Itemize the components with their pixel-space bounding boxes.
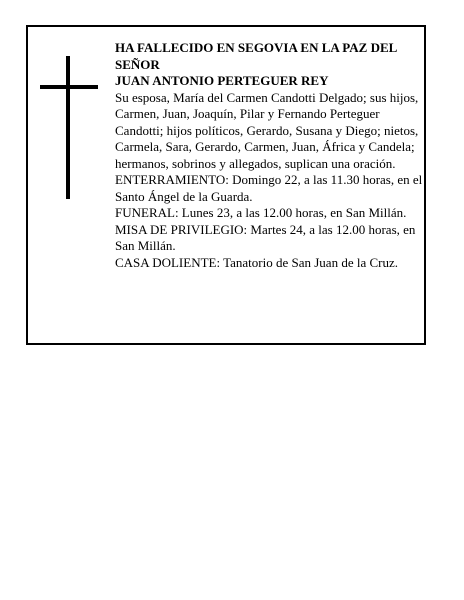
notice-headline: HA FALLECIDO EN SEGOVIA EN LA PAZ DEL SEÑOR xyxy=(115,40,397,72)
family-paragraph: Su esposa, María del Carmen Candotti Delgado; sus hijos, Carmen, Juan, Joaquín, Pilar y Fernando Perteguer Candotti; hijos políticos, Gerardo, Susana y Diego; nietos, Carmela, Sara, Gerardo, Carmen, Juan, África y Candela; hermanos, sobrinos y allegados, suplican una oración. xyxy=(115,89,419,171)
cross-vertical-bar xyxy=(66,56,70,199)
funeral-info: FUNERAL: Lunes 23, a las 12.00 horas, en San Millán. xyxy=(115,205,407,220)
notice-text xyxy=(115,40,425,271)
burial-info: ENTERRAMIENTO: Domingo 22, a las 11.30 horas, en el Santo Ángel de la Guarda. xyxy=(115,172,423,204)
deceased-name: JUAN ANTONIO PERTEGUER REY xyxy=(115,73,329,88)
cross-horizontal-bar xyxy=(40,85,98,89)
mass-info: MISA DE PRIVILEGIO: Martes 24, a las 12.00 horas, en San Millán. xyxy=(115,221,416,253)
house-info: CASA DOLIENTE: Tanatorio de San Juan de la Cruz. xyxy=(115,254,398,270)
obituary-notice xyxy=(26,25,426,345)
cross-icon xyxy=(40,56,98,199)
